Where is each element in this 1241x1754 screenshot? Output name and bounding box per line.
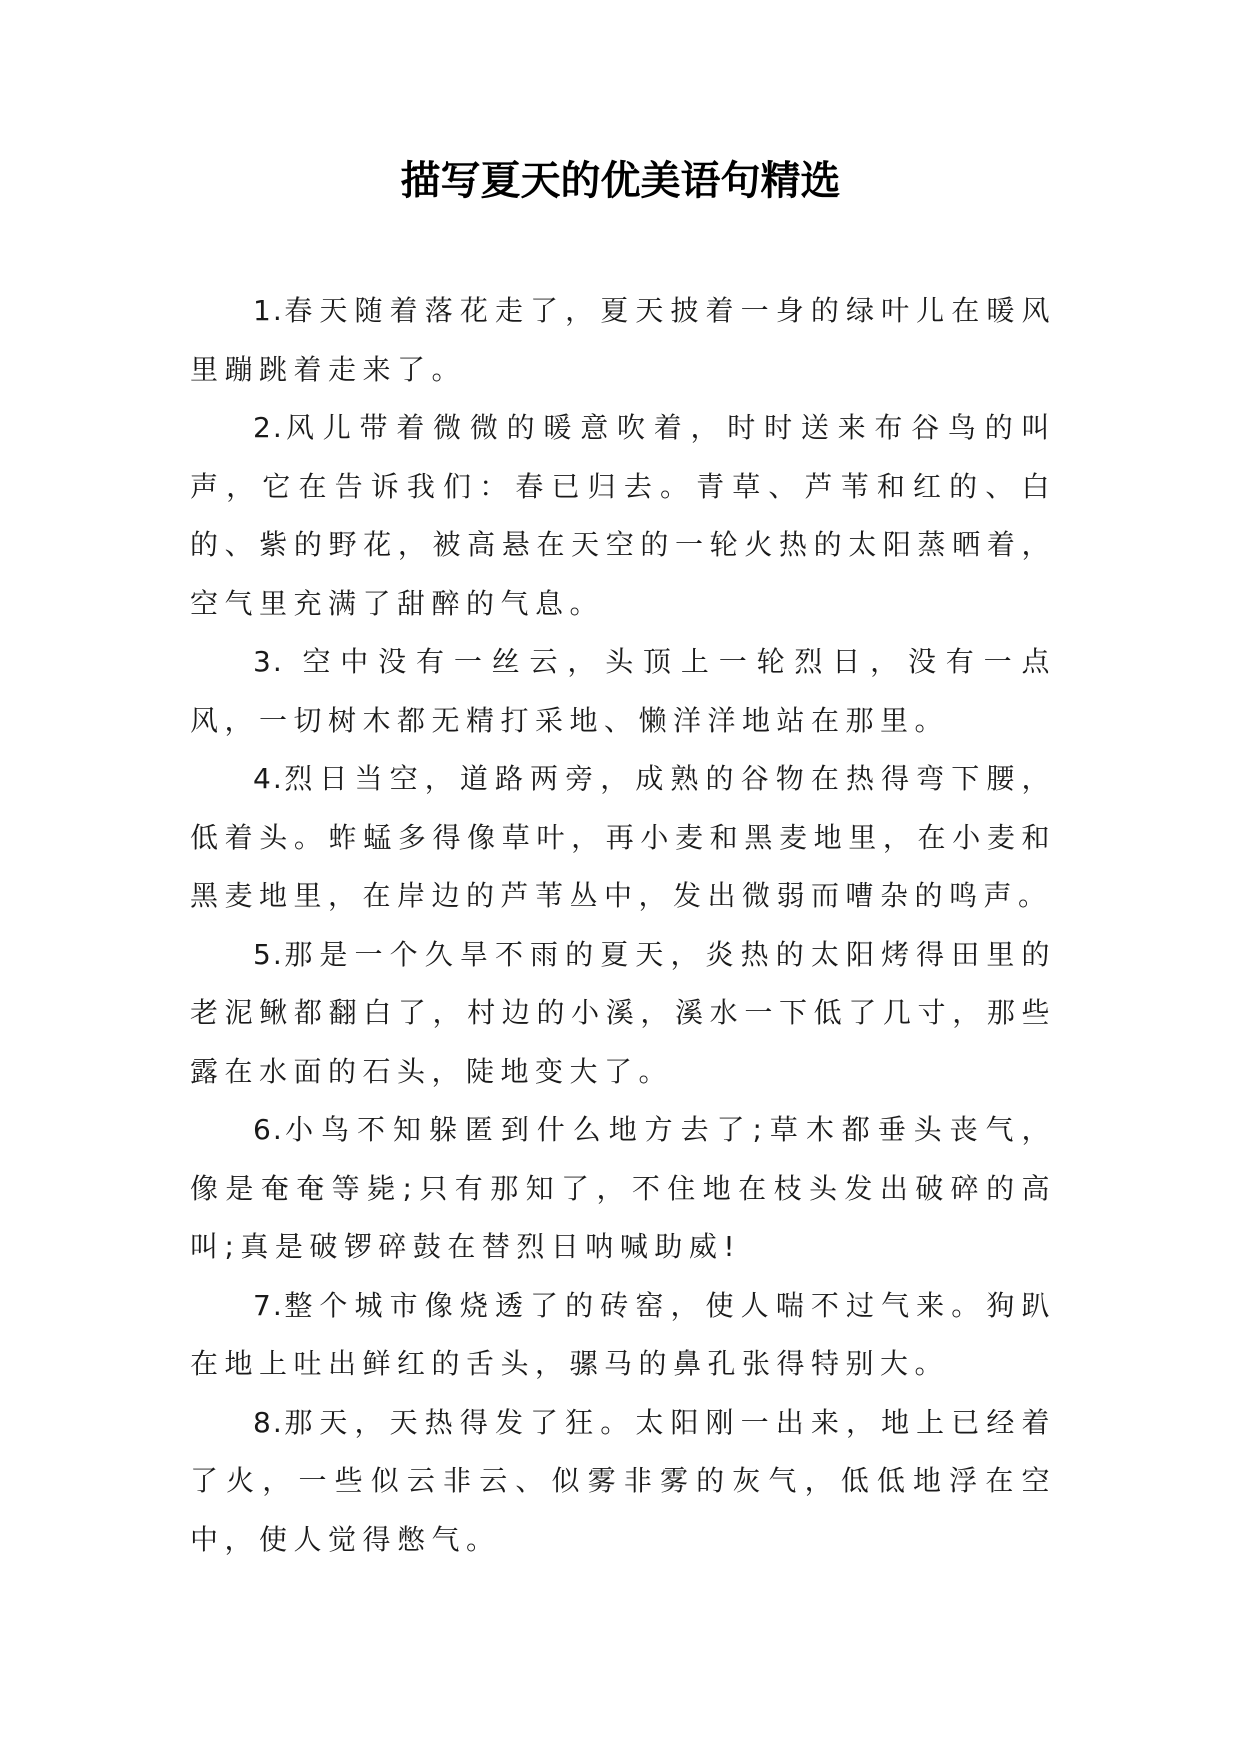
paragraph-8 bbox=[190, 1394, 1056, 1570]
paragraph-number: 3. bbox=[253, 645, 284, 678]
paragraph-3 bbox=[190, 633, 1056, 750]
paragraph-number: 1. bbox=[253, 294, 284, 327]
paragraph-text: 烈日当空，道路两旁，成熟的谷物在热得弯下腰，低着头。蚱蜢多得像草叶，再小麦和黑麦地里，在小麦和黑麦地里，在岸边的芦苇丛中，发出微弱而嘈杂的鸣声。 bbox=[190, 762, 1056, 912]
paragraph-text: 风儿带着微微的暖意吹着，时时送来布谷鸟的叫声，它在告诉我们：春已归去。青草、芦苇和红的、白的、紫的野花，被高悬在天空的一轮火热的太阳蒸晒着，空气里充满了甜醉的气息。 bbox=[190, 411, 1056, 620]
paragraph-7 bbox=[190, 1277, 1056, 1394]
paragraph-2 bbox=[190, 399, 1056, 633]
paragraph-1 bbox=[190, 282, 1056, 399]
paragraph-number: 2. bbox=[253, 411, 284, 444]
paragraph-number: 8. bbox=[253, 1405, 284, 1439]
paragraph-5 bbox=[190, 926, 1056, 1102]
document-title: 描写夏天的优美语句精选 bbox=[400, 157, 841, 204]
paragraph-text: 小鸟不知躲匿到什么地方去了;草木都垂头丧气，像是奄奄等毙;只有那知了，不住地在枝头发出破碎的高叫;真是破锣碎鼓在替烈日呐喊助威! bbox=[190, 1113, 1056, 1263]
paragraph-text: 春天随着落花走了，夏天披着一身的绿叶儿在暖风里蹦跳着走来了。 bbox=[190, 294, 1056, 386]
paragraph-number: 4. bbox=[253, 762, 284, 795]
paragraph-text: 那天，天热得发了狂。太阳刚一出来，地上已经着了火，一些似云非云、似雾非雾的灰气，低低地浮在空中，使人觉得憋气。 bbox=[190, 1405, 1056, 1556]
paragraph-text: 空中没有一丝云，头顶上一轮烈日，没有一点风，一切树木都无精打采地、懒洋洋地站在那里。 bbox=[190, 645, 1056, 737]
paragraph-number: 7. bbox=[253, 1288, 284, 1322]
document-body bbox=[190, 282, 1056, 1569]
paragraph-number: 6. bbox=[253, 1113, 284, 1146]
paragraph-text: 整个城市像烧透了的砖窑，使人喘不过气来。狗趴在地上吐出鲜红的舌头，骡马的鼻孔张得特别大。 bbox=[190, 1288, 1056, 1380]
paragraph-6 bbox=[190, 1101, 1056, 1277]
paragraph-4 bbox=[190, 750, 1056, 926]
paragraph-number: 5. bbox=[253, 937, 284, 971]
paragraph-text: 那是一个久旱不雨的夏天，炎热的太阳烤得田里的老泥鳅都翻白了，村边的小溪，溪水一下低了几寸，那些露在水面的石头，陡地变大了。 bbox=[190, 937, 1056, 1088]
